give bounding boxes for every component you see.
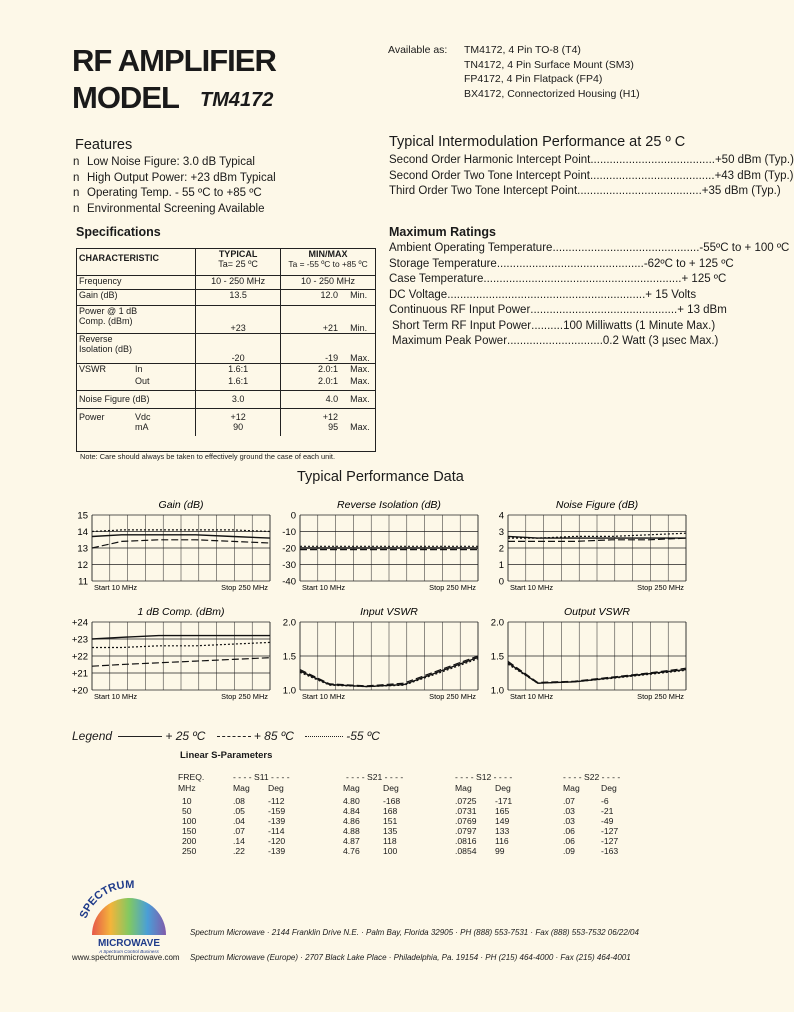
sparams-col-header: Deg [495, 783, 511, 793]
intermod-row: Third Order Two Tone Intercept Point ....................................... +35 dBm (Typ.) [389, 185, 781, 197]
sparams-col-header: Mag [233, 783, 250, 793]
chart-title: Reverse Isolation (dB) [337, 499, 441, 511]
available-list [464, 43, 640, 101]
y-tick-label: 1.0 [282, 685, 296, 697]
x-stop-label: Stop 250 MHz [221, 692, 268, 701]
available-item: TN4172, 4 Pin Surface Mount (SM3) [464, 58, 634, 71]
page-title: RF AMPLIFIER [72, 43, 276, 78]
x-start-label: Start 10 MHz [94, 583, 138, 592]
sparams-cell: 149 [495, 816, 510, 826]
specs-row: Power @ 1 dB Comp. (dBm) +23 +21 Min. [77, 305, 375, 333]
sparams-col-header: Deg [268, 783, 284, 793]
sparams-cell: 135 [383, 826, 398, 836]
y-tick-label: +23 [71, 634, 88, 646]
sparams-col-header: MHz [178, 783, 196, 793]
sparams-cell: -171 [495, 796, 513, 806]
x-stop-label: Stop 250 MHz [221, 583, 268, 592]
sparams-cell: -127 [601, 826, 619, 836]
sparams-cell: .05 [233, 806, 245, 816]
model-label: MODEL [72, 80, 179, 115]
sparams-cell: -120 [268, 836, 286, 846]
perf-heading: Typical Performance Data [297, 469, 464, 485]
spectrum-logo [78, 875, 180, 955]
y-tick-label: 13 [77, 543, 88, 555]
specs-row: VSWR In 1.6:1 2.0:1 Max. [77, 363, 375, 376]
sparams-cell: -112 [268, 796, 285, 806]
model-number: TM4172 [200, 89, 274, 111]
specs-note: Note: Care should always be taken to effectively ground the case of each unit. [80, 452, 335, 461]
available-label: Available as: [388, 44, 448, 56]
sparams-cell: .0769 [455, 816, 477, 826]
legend-item: + 25 ºC [165, 729, 206, 743]
legend-item: + 85 ºC [253, 729, 294, 743]
col-typical: TYPICAL Ta= 25 ºC [196, 249, 281, 275]
specs-row: Out 1.6:1 2.0:1 Max. [77, 376, 375, 390]
sparams-cell: 200 [182, 836, 197, 846]
available-item: TM4172, 4 Pin TO-8 (T4) [464, 44, 581, 56]
sparams-cell: .07 [563, 796, 575, 806]
sparams-cell: .0854 [455, 846, 477, 856]
sparams-row [178, 806, 638, 816]
sparams-cell: 116 [495, 836, 509, 846]
x-start-label: Start 10 MHz [302, 692, 346, 701]
y-tick-label: +24 [71, 617, 88, 629]
sparams-cell: -163 [601, 846, 619, 856]
y-tick-label: 3 [498, 527, 504, 538]
legend-solid-line [118, 736, 162, 737]
sparams-cell: .22 [233, 846, 245, 856]
logo-subtext: MICROWAVE [97, 938, 161, 949]
x-stop-label: Stop 250 MHz [637, 583, 684, 592]
col-characteristic: CHARACTERISTIC [77, 249, 196, 275]
sparams-cell: 4.80 [343, 796, 360, 806]
features-heading: Features [75, 137, 133, 153]
y-tick-label: +21 [71, 668, 88, 680]
sparams-cell: 250 [182, 846, 197, 856]
sparams-row [178, 846, 638, 856]
x-stop-label: Stop 250 MHz [637, 692, 684, 701]
chart-title: Output VSWR [564, 606, 630, 618]
features-list [73, 155, 276, 217]
y-tick-label: 1.5 [282, 651, 296, 663]
specs-row: Noise Figure (dB) 3.0 4.0 Max. [77, 390, 375, 408]
y-tick-label: -20 [282, 543, 296, 555]
sparams-row [178, 836, 638, 846]
sparams-cell: -49 [601, 816, 614, 826]
sparams-cell: 100 [182, 816, 197, 826]
footer-address-1: Spectrum Microwave · 2144 Franklin Drive N.E. · Palm Bay, Florida 32905 · PH (888) 553-7531 · Fax (888) 553-7532 06/22/04 [190, 928, 639, 937]
max-ratings-list [389, 241, 790, 350]
rating-row: Maximum Peak Power .............................. 0.2 Watt (3 µsec Max.) [392, 335, 719, 347]
sparams-cell: 133 [495, 826, 510, 836]
specs-table-box [76, 248, 376, 452]
sparams-cell: .03 [563, 816, 575, 826]
sparams-cell: -168 [383, 796, 401, 806]
sparams-cell: .07 [233, 826, 245, 836]
sparams-cell: .0797 [455, 826, 477, 836]
chart-4 [268, 602, 506, 706]
y-tick-label: 12 [77, 560, 88, 571]
sparams-cell: 151 [383, 816, 398, 826]
y-tick-label: 2 [498, 543, 504, 555]
chart-legend [72, 729, 380, 743]
chart-title: Input VSWR [360, 606, 418, 618]
feature-item: n High Output Power: +23 dBm Typical [73, 171, 276, 184]
sparams-cell: 4.84 [343, 806, 360, 816]
sparams-cell: 10 [182, 796, 192, 806]
y-tick-label: 1.0 [490, 685, 504, 697]
x-start-label: Start 10 MHz [510, 583, 554, 592]
intermod-row: Second Order Harmonic Intercept Point ....................................... +50 dBm (Typ.) [389, 154, 794, 166]
x-start-label: Start 10 MHz [302, 583, 346, 592]
sparams-cell: 4.87 [343, 836, 360, 846]
sparams-cell: -159 [268, 806, 286, 816]
sparams-col-header: Mag [563, 783, 580, 793]
sparams-cell: 100 [383, 846, 398, 856]
specs-row: mA 90 95 Max. [77, 422, 375, 436]
legend-dotted-line [305, 736, 343, 737]
intermod-row: Second Order Two Tone Intercept Point ....................................... +43 dBm (Typ.) [389, 169, 794, 182]
sparams-cell: -114 [268, 826, 285, 836]
sparams-cell: .06 [563, 836, 575, 846]
sparams-col-header: Mag [455, 783, 472, 793]
sparams-cell: .06 [563, 826, 575, 836]
y-tick-label: 1 [498, 560, 504, 571]
sparams-cell: .03 [563, 806, 575, 816]
intermod-list [389, 153, 794, 200]
chart-3 [60, 602, 298, 706]
specs-heading: Specifications [76, 225, 161, 239]
specs-row: Frequency 10 - 250 MHz 10 - 250 MHz [77, 275, 375, 289]
rating-row: DC Voltage .............................................................. + 15 Volts [389, 288, 697, 301]
footer-address-2: Spectrum Microwave (Europe) · 2707 Black Lake Place · Philadelphia, Pa. 19154 · PH (215) 464-4000 · Fax (215) 464-4001 [190, 953, 631, 962]
x-stop-label: Stop 250 MHz [429, 583, 476, 592]
sparams-heading: Linear S-Parameters [180, 750, 273, 761]
legend-label: Legend [72, 729, 113, 743]
y-tick-label: 15 [77, 510, 88, 522]
sparams-cell: 4.86 [343, 816, 360, 826]
specs-row: Power Vdc +12 +12 [77, 408, 375, 422]
logo-text: SPECTRUM [78, 878, 135, 921]
sparams-cell: .0731 [455, 806, 477, 816]
sparams-col-header: Deg [383, 783, 399, 793]
chart-title: Noise Figure (dB) [555, 499, 639, 511]
y-tick-label: 4 [498, 510, 504, 522]
intermod-heading: Typical Intermodulation Performance at 25 º C [389, 134, 686, 150]
chart-0 [60, 495, 298, 597]
x-stop-label: Stop 250 MHz [429, 692, 476, 701]
sparams-cell: -21 [601, 806, 614, 816]
rating-row: Storage Temperature .............................................. -62ºC to + 125 ºC [389, 257, 734, 270]
sparams-cell: -139 [268, 846, 286, 856]
sparams-cell: 4.88 [343, 826, 360, 836]
chart-2 [476, 495, 714, 597]
y-tick-label: -10 [282, 527, 296, 538]
available-item: BX4172, Connectorized Housing (H1) [464, 87, 640, 100]
specs-row: Gain (dB) 13.5 12.0 Min. [77, 289, 375, 305]
rating-row: Continuous RF Input Power .............................................. + 13 dBm [389, 304, 727, 316]
legend-dashed-line [217, 736, 251, 737]
sparams-col-header: Mag [343, 783, 360, 793]
x-start-label: Start 10 MHz [510, 692, 554, 701]
sparams-cell: .09 [563, 846, 575, 856]
available-item: FP4172, 4 Pin Flatpack (FP4) [464, 73, 603, 85]
y-tick-label: 14 [77, 527, 88, 538]
legend-item: -55 ºC [346, 729, 380, 743]
rating-row: Case Temperature .............................................................. + 125 ºC [389, 273, 727, 285]
sparams-cell: 168 [383, 806, 398, 816]
rating-row: Short Term RF Input Power .......... 100 Milliwatts (1 Minute Max.) [392, 319, 716, 332]
y-tick-label: +22 [71, 651, 88, 663]
specs-row: Reverse Isolation (dB) -20 -19 Max. [77, 333, 375, 363]
specs-table [77, 249, 375, 436]
rainbow-arc [92, 898, 166, 935]
sparams-cell: .0725 [455, 796, 477, 806]
sparams-cell: .0816 [455, 836, 477, 846]
sparams-cell: -127 [601, 836, 619, 846]
chart-5 [476, 602, 714, 706]
y-tick-label: 2.0 [282, 617, 296, 629]
sparams-col-header: Deg [601, 783, 617, 793]
sparams-cell: -139 [268, 816, 286, 826]
sparams-cell: .08 [233, 796, 245, 806]
sparams-cell: 118 [383, 836, 397, 846]
chart-title: Gain (dB) [158, 499, 204, 511]
col-minmax: MIN/MAX Ta = -55 ºC to +85 ºC [288, 249, 368, 269]
y-tick-label: 0 [290, 510, 296, 522]
feature-item: n Environmental Screening Available [73, 202, 265, 215]
sparams-cell: 4.76 [343, 846, 360, 856]
max-ratings-heading: Maximum Ratings [389, 225, 496, 239]
y-tick-label: +20 [71, 685, 88, 697]
feature-item: n Operating Temp. - 55 ºC to +85 ºC [73, 187, 262, 199]
specs-header-row [77, 249, 375, 275]
logo-tagline: A Spectrum Control Business [99, 949, 159, 954]
y-tick-label: -30 [282, 560, 296, 571]
feature-item: n Low Noise Figure: 3.0 dB Typical [73, 156, 255, 168]
sparams-cell: .04 [233, 816, 245, 826]
sparams-cell: .14 [233, 836, 245, 846]
chart-title: 1 dB Comp. (dBm) [137, 606, 225, 618]
sparams-cell: 50 [182, 806, 192, 816]
rating-row: Ambient Operating Temperature .............................................. -55ºC to + 100 ºC [389, 242, 790, 254]
sparams-cell: 99 [495, 846, 505, 856]
x-start-label: Start 10 MHz [94, 692, 138, 701]
y-tick-label: 1.5 [490, 651, 504, 663]
sparams-row [178, 796, 638, 806]
sparams-cell: 150 [182, 826, 197, 836]
y-tick-label: 11 [78, 576, 88, 588]
chart-1 [268, 495, 506, 597]
sparams-cell: 165 [495, 806, 510, 816]
sparams-cell: -6 [601, 796, 609, 806]
y-tick-label: -40 [282, 576, 296, 588]
sparams-row [178, 826, 638, 836]
footer-website[interactable]: www.spectrummicrowave.com [72, 953, 180, 962]
y-tick-label: 0 [498, 576, 504, 588]
sparams-row [178, 816, 638, 826]
y-tick-label: 2.0 [490, 617, 504, 629]
